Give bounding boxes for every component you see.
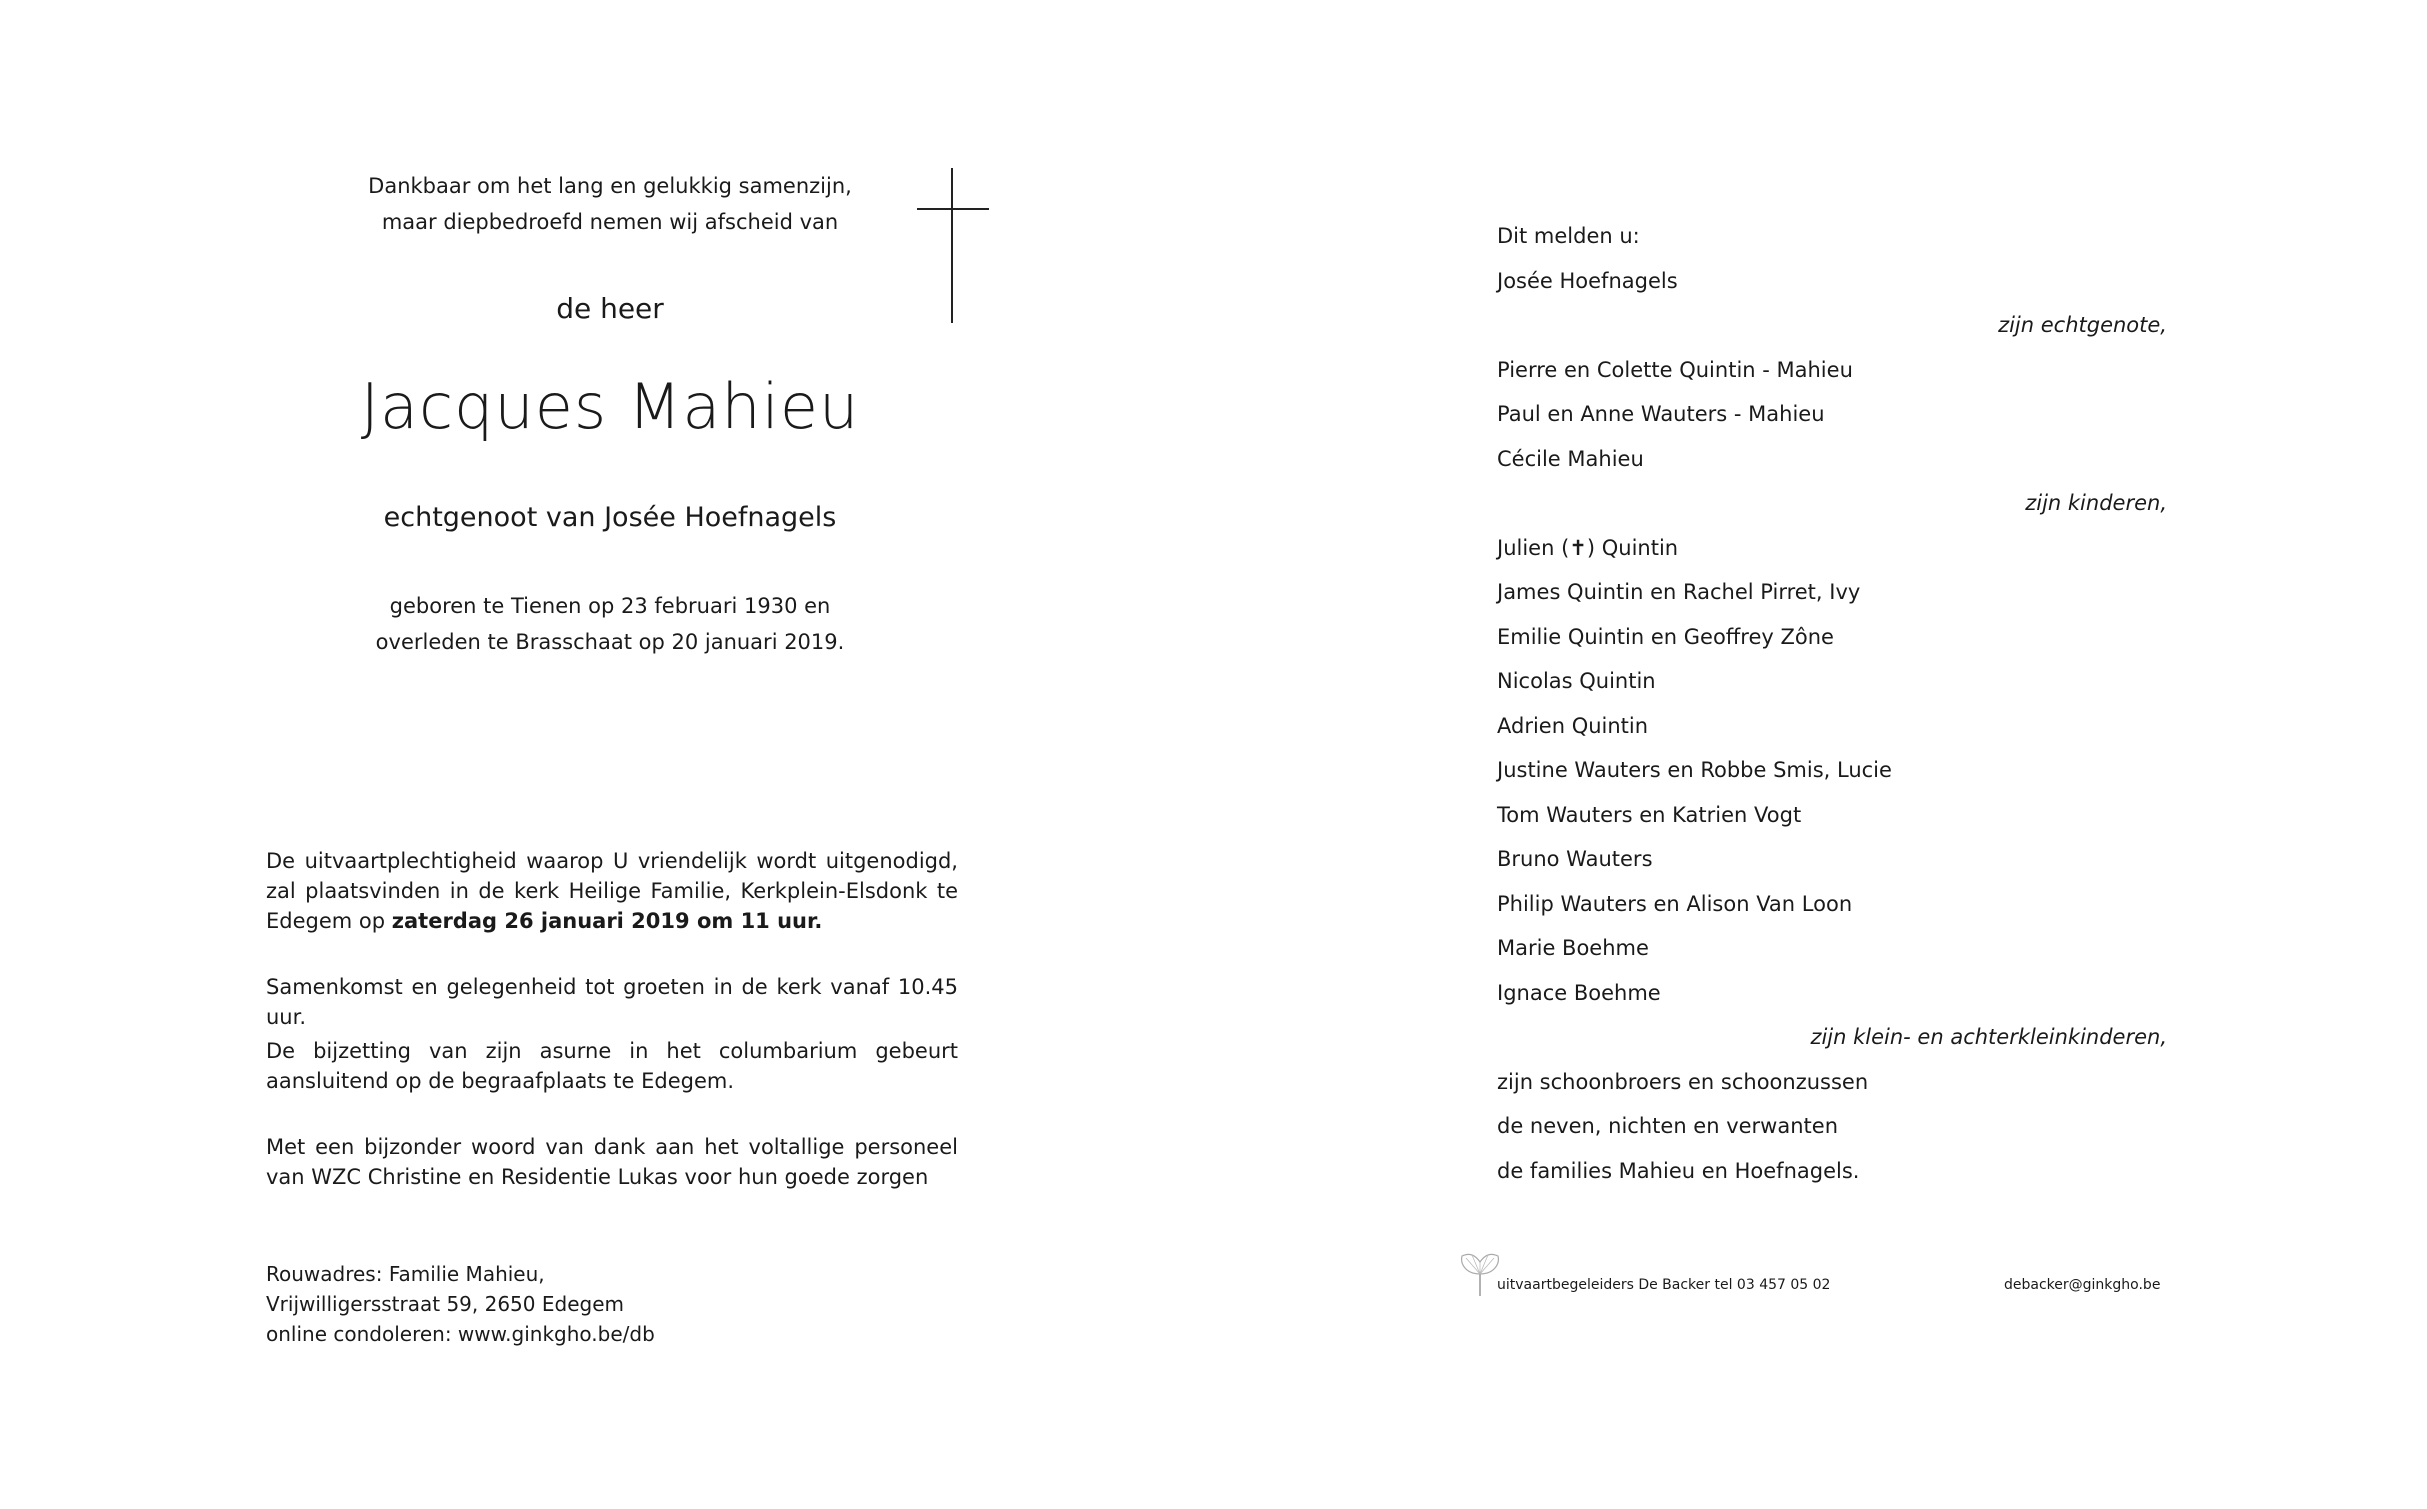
family-member: Josée Hoefnagels: [1497, 268, 1678, 293]
burial-paragraph: De bijzetting van zijn asurne in het columbarium gebeurt aansluitend op de begraafplaats te Edegem.: [266, 1039, 958, 1093]
family-member: zijn schoonbroers en schoonzussen: [1497, 1069, 1869, 1094]
family-member: Ignace Boehme: [1497, 980, 1661, 1005]
family-member: de families Mahieu en Hoefnagels.: [1497, 1158, 1860, 1183]
funeral-text: De uitvaartplechtigheid waarop U vriendelijk wordt uitgenodigd, zal plaatsvinden in de kerk Heilige Familie, Kerkplein-Elsdonk te Edegem op: [266, 849, 958, 933]
family-member: Pierre en Colette Quintin - Mahieu: [1497, 357, 1853, 382]
funeral-datetime: zaterdag 26 januari 2019 om 11 uur.: [391, 909, 823, 933]
family-member: Adrien Quintin: [1497, 713, 1649, 738]
contact-email[interactable]: debacker@ginkgho.be: [2004, 1277, 2161, 1293]
family-member: Dit melden u:: [1497, 224, 1640, 248]
family-member: Paul en Anne Wauters - Mahieu: [1497, 402, 1825, 426]
honorific: de heer: [556, 292, 664, 325]
family-member: Tom Wauters en Katrien Vogt: [1497, 802, 1802, 827]
life-dates: [330, 588, 890, 660]
family-member: Julien (✝) Quintin: [1497, 535, 1679, 560]
cross-icon: [951, 168, 953, 323]
relation-note: zijn kinderen,: [2025, 491, 2167, 515]
spouse-line: echtgenoot van Josée Hoefnagels: [383, 502, 837, 533]
family-member: Cécile Mahieu: [1497, 446, 1644, 471]
funeral-director: uitvaartbegeleiders De Backer tel 03 457 05 02: [1497, 1277, 1831, 1293]
family-member: Marie Boehme: [1497, 936, 1649, 960]
family-member: Nicolas Quintin: [1497, 669, 1656, 693]
relation-note: zijn klein- en achterkleinkinderen,: [1810, 1025, 2167, 1049]
cross-icon-bar: [917, 208, 989, 210]
gathering-paragraph: Samenkomst en gelegenheid tot groeten in de kerk vanaf 10.45 uur.: [266, 975, 958, 1029]
relation-note: zijn echtgenote,: [1998, 313, 2167, 337]
funeral-paragraph: [266, 846, 958, 936]
deceased-name: Jacques Mahieu: [360, 370, 860, 443]
family-member: Justine Wauters en Robbe Smis, Lucie: [1497, 758, 1892, 782]
address-line: Vrijwilligersstraat 59, 2650 Edegem: [266, 1292, 624, 1316]
birth-line: geboren te Tienen op 23 februari 1930 en: [389, 594, 831, 618]
family-list: [1497, 214, 2167, 1193]
family-member: Bruno Wauters: [1497, 847, 1653, 871]
death-line: overleden te Brasschaat op 20 januari 2019.: [375, 630, 845, 654]
intro-text: [330, 168, 890, 240]
thanks-paragraph: Met een bijzonder woord van dank aan het voltallige personeel van WZC Christine en Residentie Lukas voor hun goede zorgen: [266, 1135, 958, 1189]
family-member: de neven, nichten en verwanten: [1497, 1114, 1839, 1138]
family-member: Emilie Quintin en Geoffrey Zône: [1497, 624, 1834, 649]
family-member: James Quintin en Rachel Pirret, Ivy: [1497, 580, 1861, 604]
intro-line: maar diepbedroefd nemen wij afscheid van: [381, 210, 839, 234]
address-line: Rouwadres: Familie Mahieu,: [266, 1262, 545, 1286]
intro-line: Dankbaar om het lang en gelukkig samenzijn,: [368, 174, 852, 198]
mourning-address: [266, 1259, 966, 1349]
family-member: Philip Wauters en Alison Van Loon: [1497, 891, 1853, 916]
condolence-link[interactable]: online condoleren: www.ginkgho.be/db: [266, 1322, 655, 1346]
